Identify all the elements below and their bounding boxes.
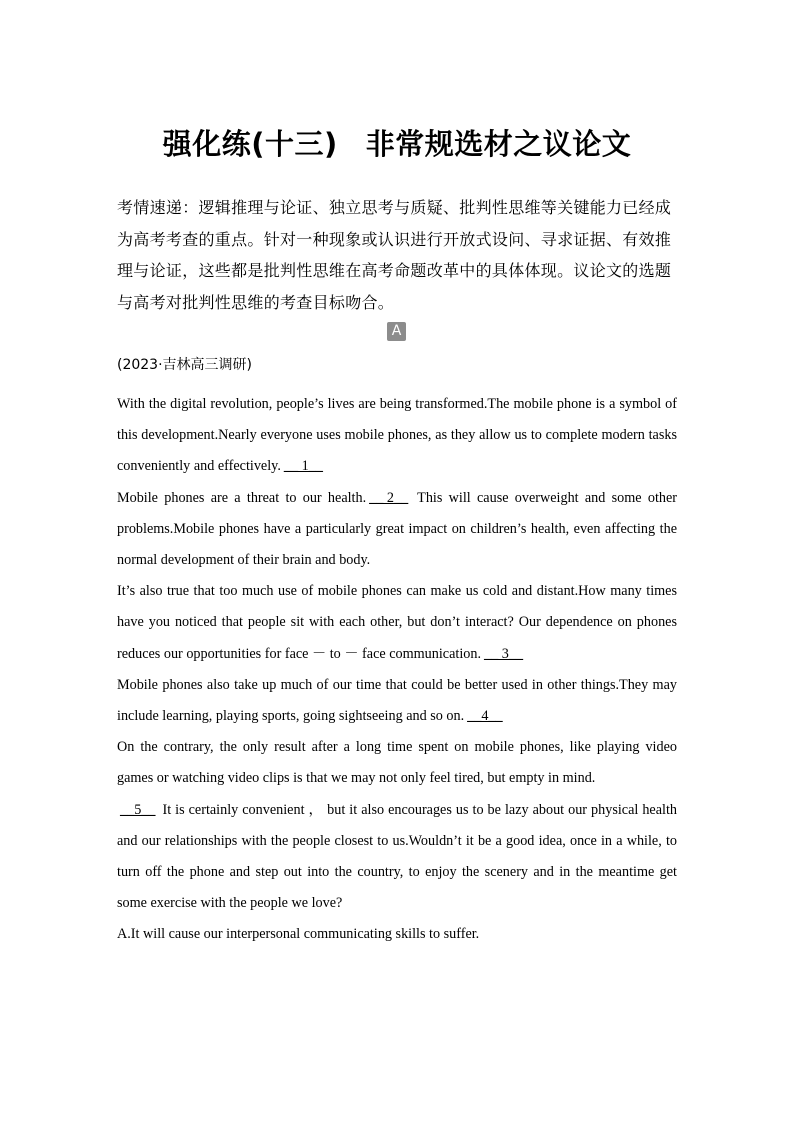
blank-3: __ 3__ <box>484 645 524 662</box>
option-a: A.It will cause our interpersonal communicating skills to suffer. <box>117 926 480 943</box>
paragraph-5 <box>117 732 677 794</box>
reading-passage <box>117 389 677 951</box>
paragraph-1-text: With the digital revolution, people’s lives are being transformed.The mobile phone is a symbol of this development.Nearly everyone uses mobile phones, as they allow us to complete modern tasks conveniently and effectively. <box>117 396 677 475</box>
paragraph-3 <box>117 576 677 670</box>
blank-2: __ 2__ <box>369 489 409 506</box>
source-note: (2023·吉林高三调研) <box>117 357 253 373</box>
paragraph-2 <box>117 483 677 577</box>
paragraph-1 <box>117 389 677 483</box>
blank-4: __4__ <box>467 708 503 725</box>
paragraph-2-lead: Mobile phones are a threat to our health. <box>117 489 367 506</box>
section-badge: A <box>387 322 406 341</box>
title-part-2: 非常规选材之议论文 <box>365 127 632 161</box>
paragraph-2-text: This will cause overweight and some other problems.Mobile phones have a particularly great impact on children’s health, even affecting the normal development of their brain and body. <box>117 489 677 569</box>
page-title <box>0 122 794 166</box>
title-part-1: 强化练(十三) <box>162 127 338 161</box>
blank-5: __5__ <box>120 801 156 818</box>
blank-1: __ 1__ <box>283 458 323 475</box>
paragraph-3-text: It’s also true that too much use of mobile phones can make us cold and distant.How many times have you noticed that people sit with each other, but don’t interact? Our dependence on phones reduces our opportunities for face － to － face communication. <box>117 583 677 662</box>
paragraph-4-text: Mobile phones also take up much of our time that could be better used in other things.They may include learning, playing sports, going sightseeing and so on. <box>117 676 677 725</box>
paragraph-5-text: On the contrary, the only result after a long time spent on mobile phones, like playing video games or watching video clips is that we may not only feel tired, but empty in mind. <box>117 739 677 787</box>
intro-paragraph: 考情速递：逻辑推理与论证、独立思考与质疑、批判性思维等关键能力已经成为高考考查的重点。针对一种现象或认识进行开放式设问、寻求证据、有效推理与论证，这些都是批判性思维在高考命题改革中的具体体现。议论文的选题与高考对批判性思维的考查目标吻合。 <box>117 198 672 312</box>
paragraph-4 <box>117 670 677 732</box>
paragraph-6 <box>117 795 677 920</box>
paragraph-6-text: It is certainly convenient ， but it also encourages us to be lazy about our physical health and our relationships with the people closest to us.Wouldn’t it be a good idea, once in a while, to turn off the phone and step out into the country, to enjoy the scenery and in the meantime get some exercise with the people we love? <box>117 801 677 912</box>
